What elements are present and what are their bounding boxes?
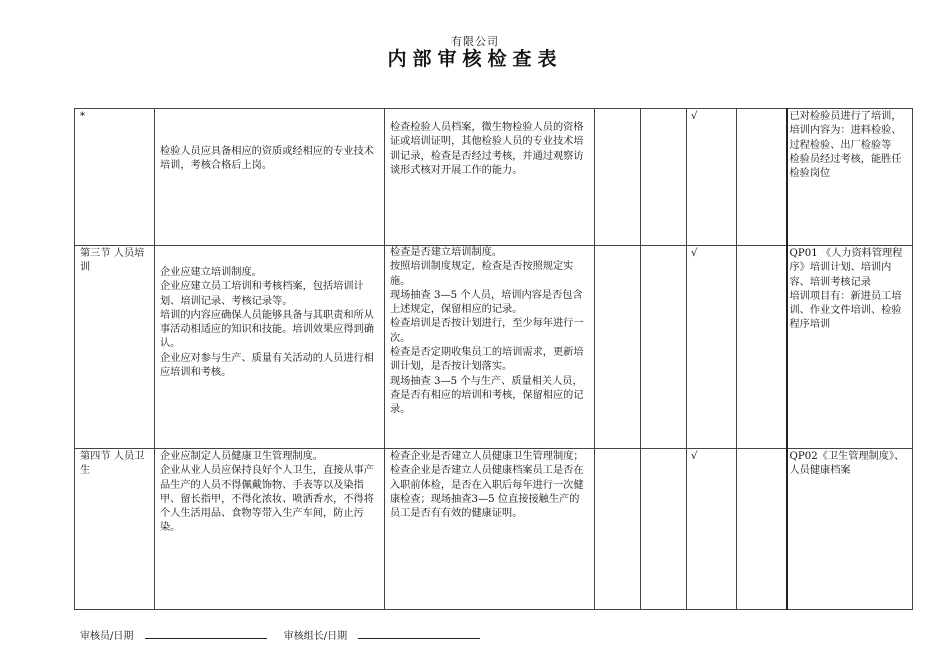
requirement-line: 企业应制定人员健康卫生管理制度。 — [160, 451, 323, 462]
blank-cell — [737, 449, 787, 610]
clause-cell: 第四节 人员卫生 — [75, 449, 155, 610]
clause-cell: 第三节 人员培训 — [75, 246, 155, 449]
conformity-check-cell: √ — [687, 449, 737, 610]
requirement-line: 企业应对参与生产、质量有关活动的人员进行相应培训和考核。 — [160, 352, 374, 379]
requirement-line: 培训的内容应确保人员能够具备与其职责和所从事活动相适应的知识和技能。培训效果应得到确认。 — [160, 309, 374, 350]
requirement-line: 企业从业人员应保持良好个人卫生，直接从事产品生产的人员不得佩戴饰物、手表等以及染指甲、留长指甲，不得化浓妆、喷洒香水，不得将个人生活用品、食物等带入生产车间，防止污染。 — [160, 465, 374, 534]
auditor-date-label: 审核员/日期 — [80, 631, 134, 642]
audit-checklist-table — [74, 108, 913, 610]
requirement-cell — [155, 109, 385, 246]
method-line: 现场抽查 3—5 个与生产、质量相关人员，查是否有相应的培训和考核，保留相应的记录。 — [390, 375, 584, 416]
table-row — [75, 246, 913, 449]
blank-cell — [641, 109, 687, 246]
record-line: 已对检验员进行了培训，培训内容为：进料检验、过程检验、出厂检验等 — [789, 111, 902, 151]
record-line: QP02《卫生管理制度》、人员健康档案 — [789, 451, 905, 477]
method-cell — [385, 449, 595, 610]
record-cell — [787, 246, 913, 449]
auditor-signature-line[interactable] — [145, 627, 267, 639]
requirement-line: 企业应建立员工培训和考核档案，包括培训计划、培训记录、考核记录等。 — [160, 281, 364, 307]
conformity-check-cell: √ — [687, 109, 737, 246]
clause-cell: * — [75, 109, 155, 246]
blank-cell — [737, 109, 787, 246]
record-line: QP01 《人力资料管理程序》培训计划、培训内容、培训考核记录 — [789, 248, 903, 288]
method-line: 检查是否建立培训制度。 — [390, 247, 503, 258]
blank-cell — [641, 246, 687, 449]
method-line: 检查是否定期收集员工的培训需求，更新培训计划，是否按计划落实。 — [390, 347, 584, 373]
method-line: 检查培训是否按计划进行，至少每年进行一次。 — [390, 318, 584, 344]
record-line: 检验员经过考核，能胜任检验岗位 — [789, 153, 902, 180]
requirement-line: 企业应建立培训制度。 — [160, 267, 262, 278]
blank-cell — [595, 109, 641, 246]
blank-cell — [737, 246, 787, 449]
requirement-cell — [155, 449, 385, 610]
method-line: 检查企业是否建立人员健康卫生管理制度； — [390, 451, 584, 462]
blank-cell — [595, 449, 641, 610]
blank-cell — [641, 449, 687, 610]
method-line: 检查企业是否建立人员健康档案员工是否在入职前体检，是否在入职后每年进行一次健康检查；现场抽查3—5 位直接接触生产的员工是否有有效的健康证明。 — [390, 465, 584, 520]
lead-auditor-date-label: 审核组长/日期 — [283, 631, 348, 642]
company-name: 有限公司 — [451, 35, 499, 48]
method-line: 按照培训制度规定，检查是否按照规定实施。 — [390, 261, 574, 287]
lead-auditor-signature-line[interactable] — [358, 627, 480, 639]
requirement-cell — [155, 246, 385, 449]
signature-footer — [80, 627, 480, 642]
table-row — [75, 449, 913, 610]
record-line: 培训项目有：新进员工培训、作业文件培训、检验程序培训 — [789, 290, 902, 331]
conformity-check-cell: √ — [687, 246, 737, 449]
blank-cell — [595, 246, 641, 449]
requirement-line: 检验人员应具备相应的资质或经相应的专业技术培训，考核合格后上岗。 — [160, 146, 374, 172]
record-cell — [787, 109, 913, 246]
table-row — [75, 109, 913, 246]
page-title: 内部审核检查表 — [387, 48, 563, 70]
method-line: 现场抽查 3—5 个人员，培训内容是否包含上述规定，保留相应的记录。 — [390, 289, 583, 316]
record-cell — [787, 449, 913, 610]
method-cell — [385, 246, 595, 449]
method-line: 检查检验人员档案，微生物检验人员的资格证或培训证明，其他检验人员的专业技术培训记录，检查是否经过考核，并通过观察访谈形式核对开展工作的能力。 — [390, 122, 584, 176]
method-cell — [385, 109, 595, 246]
